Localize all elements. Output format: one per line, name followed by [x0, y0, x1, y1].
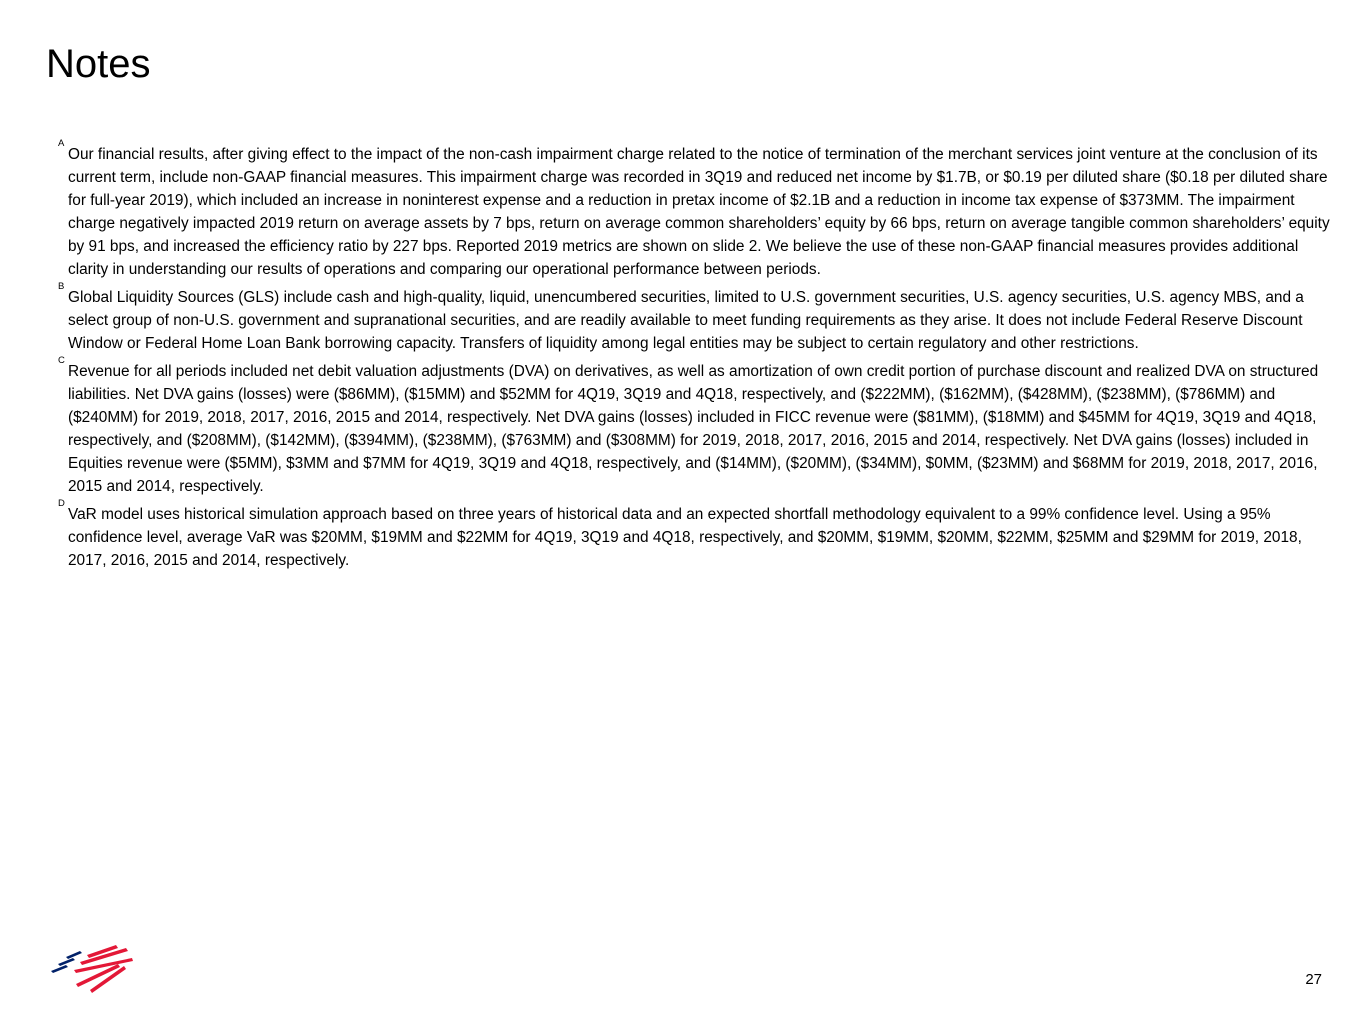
page-number: 27: [1305, 971, 1322, 988]
page-title: Notes: [46, 42, 151, 86]
note-marker: D: [58, 498, 65, 509]
flag-stripe-navy: [51, 965, 68, 973]
note-marker: B: [58, 281, 65, 292]
flag-stripe-navy: [58, 958, 75, 966]
notes-list: [58, 138, 1338, 577]
note-text: VaR model uses historical simulation approach based on three years of historical data and an expected shortfall methodology equivalent to a 99% confidence level. Using a 95% confidence level, average VaR was $20MM, $19MM and $22MM for 4Q19, 3Q19 and 4Q18, respectively, and $20MM, $19MM, $20MM, $22MM, $25MM and $29MM for 2019, 2018, 2017, 2016, 2015 and 2014, respectively.: [68, 506, 1302, 569]
note-text: Revenue for all periods included net debit valuation adjustments (DVA) on derivatives, as well as amortization of own credit portion of purchase discount and realized DVA on structured liabilities. Net DVA gains (losses) were ($86MM), ($15MM) and $52MM for 4Q19, 3Q19 and 4Q18, respectively, and ($222MM), ($162MM), ($428MM), ($238MM), ($786MM) and ($240MM) for 2019, 2018, 2017, 2016, 2015 and 2014, respectively. Net DVA gains (losses) included in FICC revenue were ($81MM), ($18MM) and $45MM for 4Q19, 3Q19 and 4Q18, respectively, and ($208MM), ($142MM), ($394MM), ($238MM), ($763MM) and ($308MM) for 2019, 2018, 2017, 2016, 2015 and 2014, respectively. Net DVA gains (losses) included in Equities revenue were ($5MM), $3MM and $7MM for 4Q19, 3Q19 and 4Q18, respectively, and ($14MM), ($20MM), ($34MM), $0MM, ($23MM) and $68MM for 2019, 2018, 2017, 2016, 2015 and 2014, respectively.: [68, 363, 1319, 495]
note-marker: C: [58, 355, 65, 366]
flag-stripe-navy: [66, 951, 82, 959]
note-a: [58, 138, 1338, 281]
note-marker: A: [58, 138, 65, 149]
note-text: Global Liquidity Sources (GLS) include cash and high-quality, liquid, unencumbered securities, limited to U.S. government securities, U.S. agency securities, U.S. agency MBS, and a select group of non-U.S. government and supranational securities, and are readily available to meet funding requirements as they arise. It does not include Federal Reserve Discount Window or Federal Home Loan Bank borrowing capacity. Transfers of liquidity among legal entities may be subject to certain regulatory and other restrictions.: [68, 289, 1304, 352]
flag-stripe-red: [74, 958, 133, 973]
note-b: [58, 281, 1338, 355]
bank-flag-logo-icon: [46, 944, 136, 994]
note-c: [58, 355, 1338, 498]
note-text: Our financial results, after giving effect to the impact of the non-cash impairment charge related to the notice of termination of the merchant services joint venture at the conclusion of its current term, include non-GAAP financial measures. This impairment charge was recorded in 3Q19 and reduced net income by $1.7B, or $0.19 per diluted share ($0.18 per diluted share for full-year 2019), which included an increase in noninterest expense and a reduction in pretax income of $2.1B and a reduction in income tax expense of $373MM. The impairment charge negatively impacted 2019 return on average assets by 7 bps, return on average common shareholders’ equity by 66 bps, return on average tangible common shareholders’ equity by 91 bps, and increased the efficiency ratio by 227 bps. Reported 2019 metrics are shown on slide 2. We believe the use of these non-GAAP financial measures provides additional clarity in understanding our results of operations and comparing our operational performance between periods.: [68, 146, 1330, 278]
bank-flag-logo-graphic: [46, 944, 136, 994]
note-d: [58, 498, 1338, 572]
